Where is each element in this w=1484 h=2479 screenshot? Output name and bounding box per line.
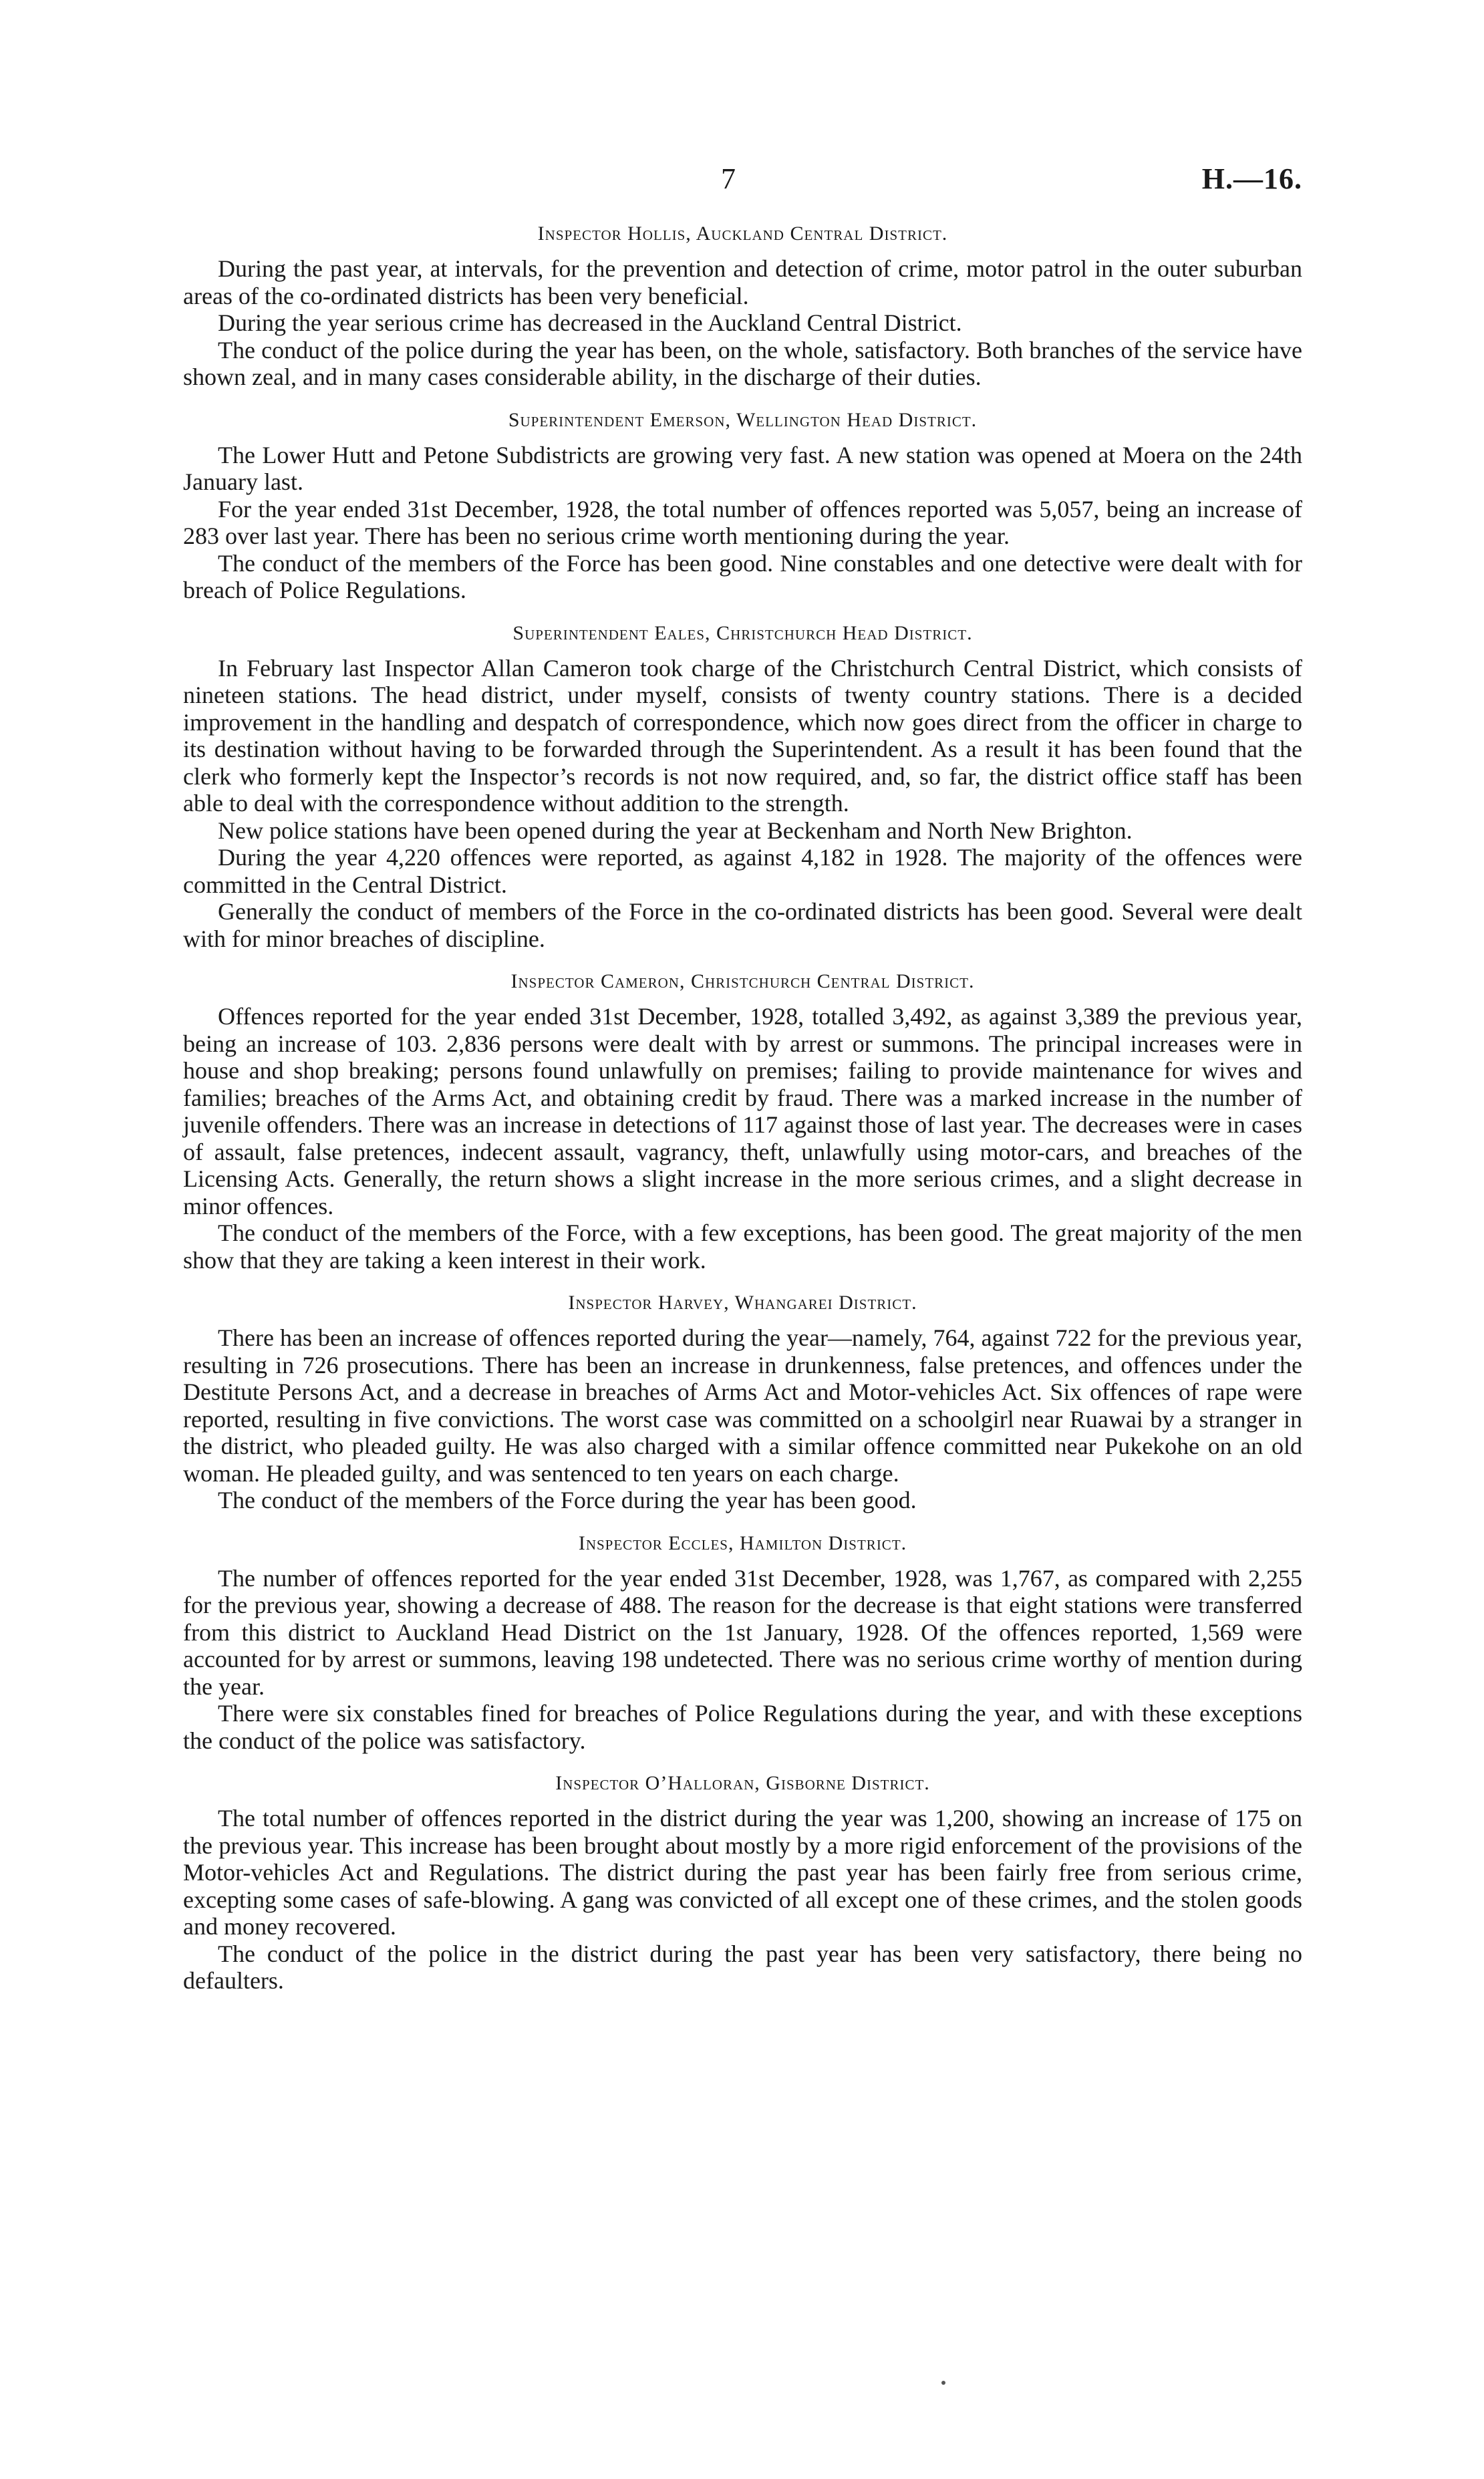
paragraph: The conduct of the members of the Force, with a few exceptions, has been good. The great majority of the men show that they are taking a keen interest in their work. — [183, 1219, 1302, 1274]
section-heading: Superintendent Emerson, Wellington Head District. — [508, 408, 978, 431]
section-heading: Superintendent Eales, Christchurch Head District. — [512, 621, 973, 644]
section-emerson-wellington-head — [183, 407, 1302, 604]
paragraph: For the year ended 31st December, 1928, the total number of offences reported was 5,057, being an increase of 283 over last year. There has been no serious crime worth mentioning during the year. — [183, 495, 1302, 549]
paragraph: The conduct of the members of the Force has been good. Nine constables and one detective were dealt with for breach of Police Regulations. — [183, 549, 1302, 603]
section-hollis-auckland-central — [183, 221, 1302, 391]
paragraph: The conduct of the members of the Force during the year has been good. — [218, 1487, 917, 1513]
page-header — [0, 159, 1484, 206]
paragraph: Generally the conduct of members of the Force in the co-ordinated districts has been good. Several were dealt with for minor breaches of discipline. — [183, 898, 1302, 952]
paragraph: New police stations have been opened during the year at Beckenham and North New Brighton. — [218, 817, 1133, 844]
paragraph: The total number of offences reported in the district during the year was 1,200, showing an increase of 175 on the previous year. This increase has been brought about mostly by a more rigid enforcement of the provisions of the Motor-vehicles Act and Regulations. The district during the past year has been fairly free from serious crime, excepting some cases of safe-blowing. A gang was convicted of all except one of these crimes, and the stolen goods and money recovered. — [183, 1805, 1302, 1940]
paragraph: The number of offences reported for the year ended 31st December, 1928, was 1,767, as compared with 2,255 for the previous year, showing a decrease of 488. The reason for the decrease is that eight stations were transferred from this district to Auckland Head District on the 1st January, 1928. Of the offences reported, 1,569 were accounted for by arrest or summons, leaving 198 undetected. There was no serious crime worthy of mention during the year. — [183, 1564, 1302, 1700]
paragraph: The conduct of the police during the year has been, on the whole, satisfactory. Both branches of the service have shown zeal, and in many cases considerable ability, in the discharge of their duties. — [183, 336, 1302, 390]
paragraph: The conduct of the police in the district during the past year has been very satisfactory, there being no defaulters. — [183, 1940, 1302, 1994]
paragraph: In February last Inspector Allan Cameron took charge of the Christchurch Central District, which consists of nineteen stations. The head district, under myself, consists of twenty country stations. There is a decided improvement in the handling and despatch of correspondence, which now goes direct from the officer in charge to its destination without having to be forwarded through the Superintendent. As a result it has been found that the clerk who formerly kept the Inspector’s records is not now required, and, so far, the district office staff has been able to deal with the correspondence without addition to the strength. — [183, 654, 1302, 817]
paragraph: The Lower Hutt and Petone Subdistricts are growing very fast. A new station was opened at Moera on the 24th January last. — [183, 441, 1302, 495]
document-reference: H.—16. — [1201, 162, 1302, 195]
paragraph: During the past year, at intervals, for the prevention and detection of crime, motor patrol in the outer suburban areas of the co-ordinated districts has been very beneficial. — [183, 255, 1302, 309]
section-cameron-christchurch-central — [183, 968, 1302, 1274]
section-eccles-hamilton — [183, 1530, 1302, 1755]
section-heading: Inspector Harvey, Whangarei District. — [568, 1292, 917, 1314]
section-eales-christchurch-head — [183, 620, 1302, 953]
page-number: 7 — [721, 162, 736, 195]
section-heading: Inspector Eccles, Hamilton District. — [578, 1532, 907, 1554]
section-heading: Inspector Hollis, Auckland Central District. — [537, 223, 948, 245]
section-heading: Inspector Cameron, Christchurch Central District. — [510, 970, 975, 992]
section-heading: Inspector O’Halloran, Gisborne District. — [555, 1772, 930, 1794]
paragraph: During the year 4,220 offences were reported, as against 4,182 in 1928. The majority of the offences were committed in the Central District. — [183, 844, 1302, 898]
section-ohalloran-gisborne — [183, 1770, 1302, 1995]
print-mark-dot — [941, 2381, 945, 2385]
section-harvey-whangarei — [183, 1290, 1302, 1514]
paragraph: There were six constables fined for breaches of Police Regulations during the year, and with these exceptions the conduct of the police was satisfactory. — [183, 1700, 1302, 1754]
paragraph: During the year serious crime has decreased in the Auckland Central District. — [218, 309, 962, 336]
paragraph: Offences reported for the year ended 31st December, 1928, totalled 3,492, as against 3,389 the previous year, being an increase of 103. 2,836 persons were dealt with by arrest or summons. The principal increases were in house and shop breaking; persons found unlawfully on premises; failing to provide maintenance for wives and families; breaches of the Arms Act, and obtaining credit by fraud. There was a marked increase in the number of juvenile offenders. There was an increase in detections of 117 against those of last year. The decreases were in cases of assault, false pretences, indecent assault, vagrancy, theft, unlawfully using motor-cars, and breaches of the Licensing Acts. Generally, the return shows a slight increase in the more serious crimes, and a slight decrease in minor offences. — [183, 1003, 1302, 1219]
report-body — [183, 221, 1302, 1995]
paragraph: There has been an increase of offences reported during the year—namely, 764, against 722 for the previous year, resulting in 726 prosecutions. There has been an increase in drunkenness, false pretences, and offences under the Destitute Persons Act, and a decrease in breaches of Arms Act and Motor-vehicles Act. Six offences of rape were reported, resulting in five convictions. The worst case was committed on a schoolgirl near Ruawai by a stranger in the district, who pleaded guilty. He was also charged with a similar offence committed near Pukekohe on an old woman. He pleaded guilty, and was sentenced to ten years on each charge. — [183, 1324, 1302, 1487]
